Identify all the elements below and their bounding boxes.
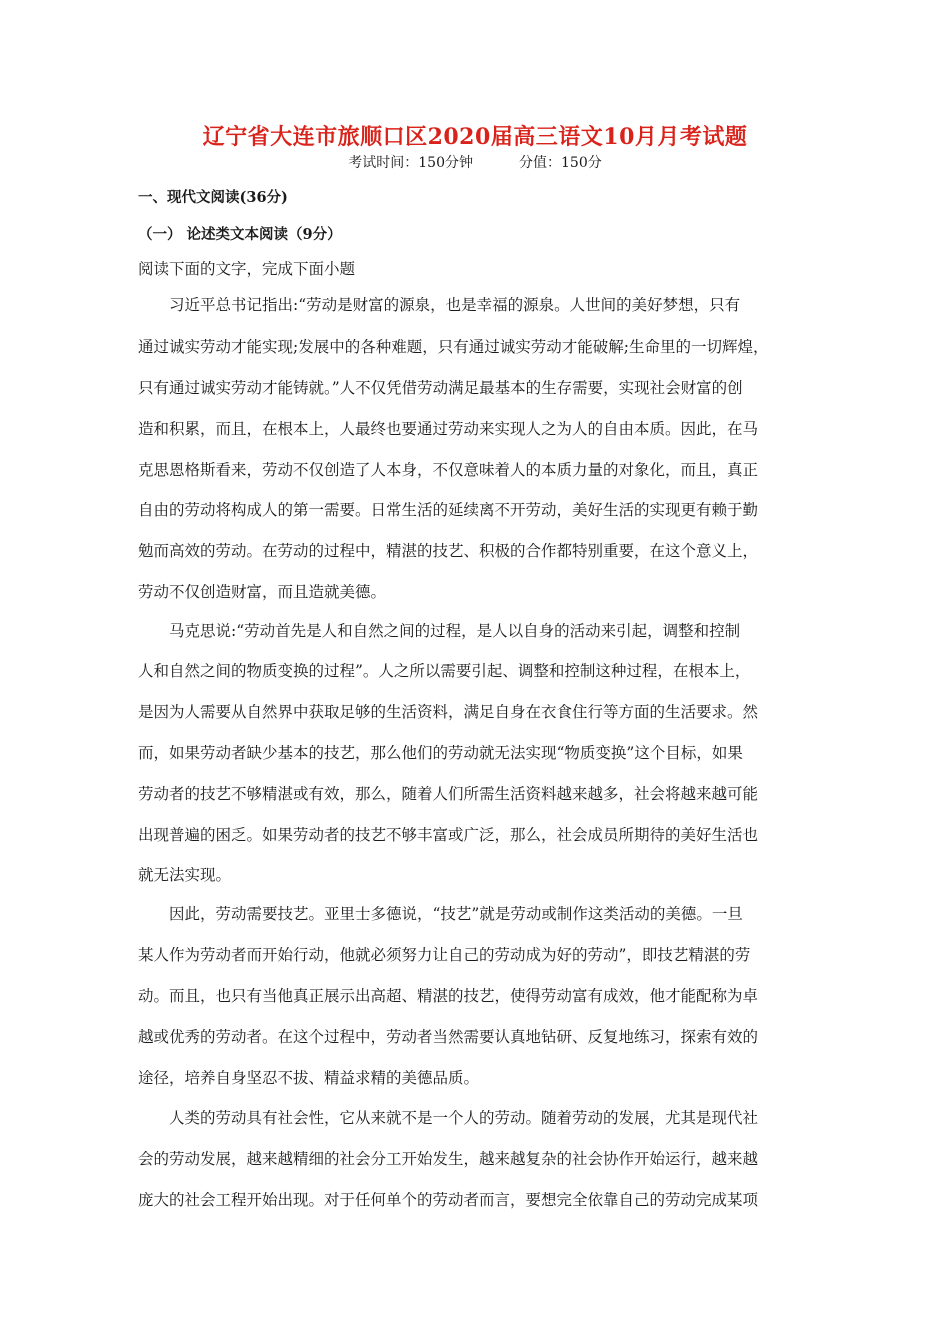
- text-line: 通过诚实劳动才能实现;发展中的各种难题，只有通过诚实劳动才能破解;生命里的一切辉煌，: [138, 338, 769, 356]
- reading-instruction: 阅读下面的文字，完成下面小题: [138, 260, 356, 278]
- text-line: 人和自然之间的物质变换的过程”。人之所以需要引起、调整和控制这种过程，在根本上，: [138, 662, 751, 680]
- text-line: 人类的劳动具有社会性，它从来就不是一个人的劳动。随着劳动的发展，尤其是现代社: [138, 1109, 759, 1127]
- text-line: 是因为人需要从自然界中获取足够的生活资料，满足自身在衣食住行等方面的生活要求。然: [138, 703, 759, 721]
- text-line: 克思恩格斯看来，劳动不仅创造了人本身，不仅意味着人的本质力量的对象化，而且，真正: [138, 461, 759, 479]
- text-line: 庞大的社会工程开始出现。对于任何单个的劳动者而言，要想完全依靠自己的劳动完成某项: [138, 1191, 759, 1209]
- text-line: 会的劳动发展，越来越精细的社会分工开始发生，越来越复杂的社会协作开始运行，越来越: [138, 1150, 759, 1168]
- section-heading: 一、现代文阅读(36分): [138, 189, 288, 206]
- text-line: 习近平总书记指出:“劳动是财富的源泉，也是幸福的源泉。人世间的美好梦想，只有: [138, 296, 741, 314]
- subsection-heading: （一） 论述类文本阅读（9分）: [138, 226, 342, 243]
- text-line: 劳动不仅创造财富，而且造就美德。: [138, 583, 387, 601]
- exam-score: 分值：150分: [519, 155, 602, 171]
- text-line: 某人作为劳动者而开始行动，他就必须努力让自己的劳动成为好的劳动”，即技艺精湛的劳: [138, 946, 751, 964]
- document-title: 辽宁省大连市旅顺口区2020届高三语文10月月考试题: [202, 124, 748, 150]
- text-line: 途径，培养自身坚忍不拔、精益求精的美德品质。: [138, 1069, 480, 1087]
- text-line: 越或优秀的劳动者。在这个过程中，劳动者当然需要认真地钻研、反复地练习，探索有效的: [138, 1028, 759, 1046]
- text-line: 劳动者的技艺不够精湛或有效，那么，随着人们所需生活资料越来越多，社会将越来越可能: [138, 785, 759, 803]
- exam-info: [0, 153, 950, 173]
- text-line: 动。而且，也只有当他真正展示出高超、精湛的技艺，使得劳动富有成效，他才能配称为卓: [138, 987, 759, 1005]
- text-line: 只有通过诚实劳动才能铸就。”人不仅凭借劳动满足最基本的生存需要，实现社会财富的创: [138, 379, 743, 397]
- text-line: 自由的劳动将构成人的第一需要。日常生活的延续离不开劳动，美好生活的实现更有赖于勤: [138, 501, 759, 519]
- exam-time: 考试时间：150分钟: [348, 155, 473, 171]
- text-line: 就无法实现。: [138, 866, 232, 884]
- text-line: 因此，劳动需要技艺。亚里士多德说，“技艺”就是劳动或制作这类活动的美德。一旦: [138, 905, 743, 923]
- text-line: 造和积累，而且，在根本上，人最终也要通过劳动来实现人之为人的自由本质。因此，在马: [138, 420, 759, 438]
- text-line: 马克思说:“劳动首先是人和自然之间的过程，是人以自身的活动来引起，调整和控制: [138, 622, 741, 640]
- text-line: 勉而高效的劳动。在劳动的过程中，精湛的技艺、积极的合作都特别重要，在这个意义上，: [138, 542, 759, 560]
- text-line: 出现普遍的困乏。如果劳动者的技艺不够丰富或广泛，那么，社会成员所期待的美好生活也: [138, 826, 759, 844]
- text-line: 而，如果劳动者缺少基本的技艺，那么他们的劳动就无法实现“物质变换”这个目标，如果: [138, 744, 743, 762]
